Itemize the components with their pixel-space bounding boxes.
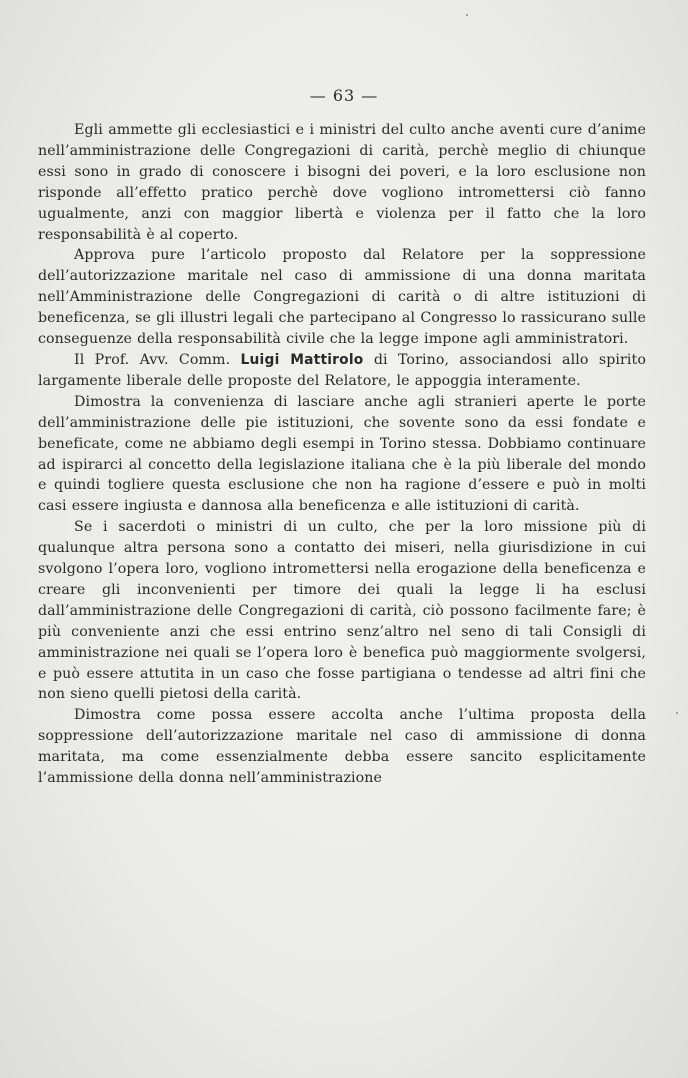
paragraph-4: Dimostra la convenienza di lasciare anche agli stranieri aperte le porte dell’amministrazione delle pie istituzioni, che sovente sono da essi fondate e beneficate, come ne abbiamo degli esempi in Torino stessa. Dobbiamo continuare ad ispirarci al concetto della legislazione italiana che è la più liberale del mondo e quindi togliere questa esclusione che non ha ragione d’essere e può in molti casi essere ingiusta e dannosa alla beneficenza e alle istituzioni di carità. xyxy=(38,393,646,515)
paragraph-6: Dimostra come possa essere accolta anche l’ultima proposta della soppressione dell’autorizzazione maritale nel caso di ammissione di donna maritata, ma come essenzialmente debba essere sancito esplicitamente l’ammissione della donna nell’amministrazione xyxy=(38,707,646,787)
paper-speck xyxy=(466,14,468,16)
paragraph-1: Egli ammette gli ecclesiastici e i ministri del culto anche aventi cure d’anime nell’amministrazione delle Congregazioni di carità, perchè meglio di chiunque essi sono in grado di conoscere i bisogni dei poveri, e la loro esclusione non risponde all’effetto pratico perchè dove vogliono intromettersi ciò fanno ugualmente, anzi con maggior libertà e violenza per il fatto che la loro responsabilità è al coperto. xyxy=(38,122,646,243)
paragraph-3 xyxy=(38,350,646,392)
page-number: — 63 — xyxy=(309,86,379,105)
paragraph-5: Se i sacerdoti o ministri di un culto, che per la loro missione più di qualunque altra persona sono a contatto dei miseri, nella giurisdizione in cui svolgono l’opera loro, vogliono intromettersi nella erogazione della beneficenza e creare gli inconvenienti per timore dei quali la legge li ha esclusi dall’amministrazione delle Congregazioni di carità, ciò possono facilmente fare; è più conveniente anzi che essi entrino senz’altro nel seno di tali Consigli di amministrazione nei quali se l’opera loro è benefica può maggiormente svolgersi, e può essere attutita in un caso che fosse partigiana o tendesse ad altri fini che non sieno quelli pietosi della carità. xyxy=(38,519,646,703)
paper-speck xyxy=(676,712,678,714)
paragraph-3-lead: Il Prof. Avv. Comm. xyxy=(74,351,231,368)
body-text xyxy=(38,120,646,789)
paragraph-2: Approva pure l’articolo proposto dal Relatore per la soppressione dell’autorizzazione maritale nel caso di ammissione di una donna maritata nell’Amministrazione delle Congregazioni di carità o di altre istituzioni di beneficenza, se gli illustri legali che partecipano al Congresso lo rassicurano sulle conseguenze della responsabilità civile che la legge impone agli amministratori. xyxy=(38,247,646,348)
speaker-name: Luigi Mattirolo xyxy=(240,351,364,368)
paragraph-3-rest: di Torino, associandosi allo spirito largamente liberale delle proposte del Relatore, le appoggia interamente. xyxy=(38,351,646,389)
